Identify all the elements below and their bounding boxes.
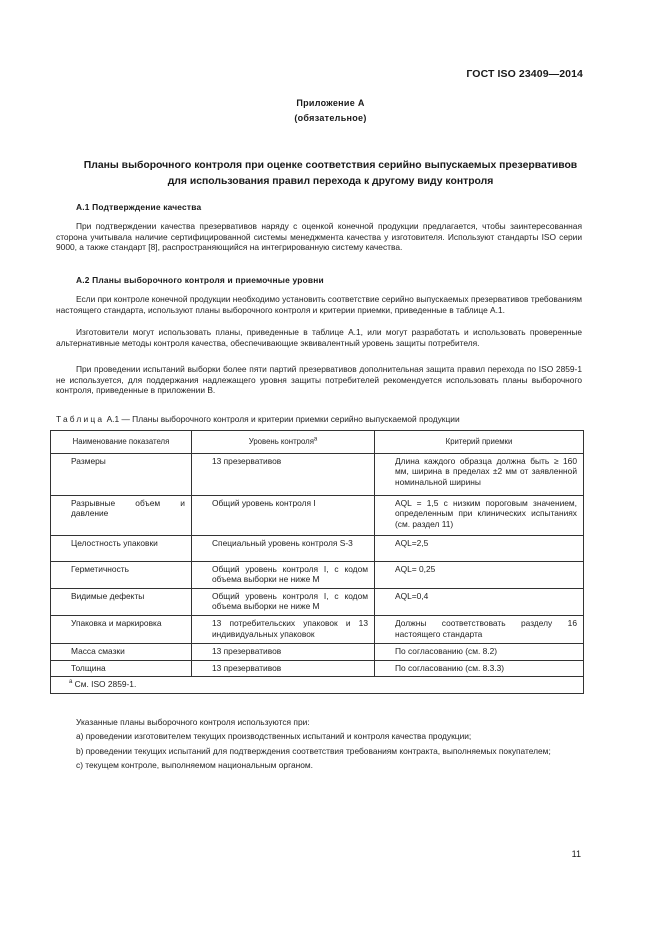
cell-acceptance: AQL= 0,25 (375, 561, 584, 588)
table-row (51, 588, 584, 615)
usage-item-c: с) текущем контроле, выполняемом национальным органом. (76, 760, 313, 771)
table-row (51, 643, 584, 660)
cell-acceptance: Должны соответствовать разделу 16 настоящего стандарта (375, 615, 584, 643)
footnote-marker: a (313, 436, 318, 443)
cell-control-level: Специальный уровень контроля S-3 (192, 535, 375, 561)
cell-control-level: 13 потребительских упаковок и 13 индивидуальных упаковок (192, 615, 375, 643)
cell-indicator: Разрывные объем и давление (51, 495, 192, 535)
section-a2-heading: А.2 Планы выборочного контроля и приемочные уровни (76, 275, 324, 285)
appendix-title: Приложение А (296, 98, 365, 108)
table-row (51, 660, 584, 677)
appendix-heading (0, 96, 661, 126)
column-header-acceptance: Критерий приемки (375, 431, 584, 454)
page-title-line-1: Планы выборочного контроля при оценке соответствия серийно выпускаемых презервативов (83, 160, 578, 171)
cell-control-level: Общий уровень контроля I, с кодом объема выборки не ниже М (192, 588, 375, 615)
cell-indicator: Герметичность (51, 561, 192, 588)
usage-item-b: b) проведении текущих испытаний для подтверждения соответствия требованиям контракта, выполняемых покупателем; (76, 745, 551, 756)
section-a2-paragraph-3: При проведении испытаний выборки более пяти партий презервативов дополнительная защита правил перехода по ISO 2859-1 не используется, для поддержания надлежащего уровня защиты потребителей рекомендуется использовать планы выборочного контроля, приведенные в приложении В. (56, 364, 582, 396)
column-header-indicator: Наименование показателя (51, 431, 192, 454)
table-footnote-text: См. ISO 2859-1. (72, 679, 137, 690)
cell-acceptance: AQL=2,5 (375, 535, 584, 561)
cell-control-level: 13 презервативов (192, 453, 375, 495)
usage-item-a: а) проведении изготовителем текущих производственных испытаний и контроля качества продукции; (76, 731, 472, 742)
section-a1-heading: А.1 Подтверждение качества (76, 202, 202, 212)
cell-indicator: Видимые дефекты (51, 588, 192, 615)
table-footnote-row (51, 677, 584, 694)
table-row (51, 535, 584, 561)
cell-acceptance: По согласованию (см. 8.3.3) (375, 660, 584, 677)
cell-indicator: Масса смазки (51, 643, 192, 660)
cell-indicator: Размеры (51, 453, 192, 495)
column-header-control-level (192, 431, 375, 454)
table-caption-prefix: Таблица (56, 414, 105, 424)
table-row (51, 453, 584, 495)
cell-acceptance: AQL = 1,5 с низким пороговым значением, определенным при клинических испытаниях (см. раздел 11) (375, 495, 584, 535)
cell-indicator: Толщина (51, 660, 192, 677)
page-title (30, 158, 631, 190)
section-a2-paragraph-2: Изготовители могут использовать планы, приведенные в таблице А.1, или могут разработать и использовать проверенные альтернативные методы контроля качества, обеспечивающие эквивалентный уровень защиты потребителя. (56, 327, 582, 348)
cell-control-level: Общий уровень контроля I, с кодом объема выборки не ниже М (192, 561, 375, 588)
table-footnote (51, 677, 584, 694)
cell-control-level: Общий уровень контроля I (192, 495, 375, 535)
document-code: ГОСТ ISO 23409—2014 (466, 68, 583, 80)
cell-indicator: Упаковка и маркировка (51, 615, 192, 643)
usage-intro: Указанные планы выборочного контроля используются при: (76, 717, 310, 727)
table-caption-text: А.1 — Планы выборочного контроля и критерии приемки серийно выпускаемой продукции (104, 414, 460, 424)
table-row (51, 495, 584, 535)
page-number: 11 (571, 849, 581, 859)
usage-list (56, 715, 582, 773)
cell-control-level: 13 презервативов (192, 643, 375, 660)
cell-control-level: 13 презервативов (192, 660, 375, 677)
footnote-marker: a (69, 679, 73, 686)
cell-acceptance: Длина каждого образца должна быть ≥ 160 мм, ширина в пределах ±2 мм от заявленной номинальной ширины (375, 453, 584, 495)
section-a2-paragraph-1: Если при контроле конечной продукции необходимо установить соответствие серийно выпускаемых презервативов требованиям настоящего стандарта, используют планы выборочного контроля и критерии приемки, приведенные в таблице А.1. (56, 294, 582, 315)
cell-acceptance: По согласованию (см. 8.2) (375, 643, 584, 660)
cell-indicator: Целостность упаковки (51, 535, 192, 561)
table-row (51, 561, 584, 588)
sampling-plans-table (50, 430, 584, 694)
page-title-line-2: для использования правил перехода к другому виду контроля (167, 176, 494, 187)
table-caption (56, 414, 460, 424)
appendix-status: (обязательное) (294, 113, 367, 123)
column-header-control-level-text: Уровень контроля (248, 437, 314, 446)
cell-acceptance: AQL=0,4 (375, 588, 584, 615)
section-a1-paragraph: При подтверждении качества презервативов наряду с оценкой конечной продукции предлагается, чтобы заинтересованная сторона учитывала наличие сертифицированной системы менеджмента качества у изготовителя. Используют стандарты ISO серии 9000, а также стандарт [8], распространяющийся на интегрированную систему качества. (56, 221, 582, 253)
table-row (51, 615, 584, 643)
table-header-row (51, 431, 584, 454)
